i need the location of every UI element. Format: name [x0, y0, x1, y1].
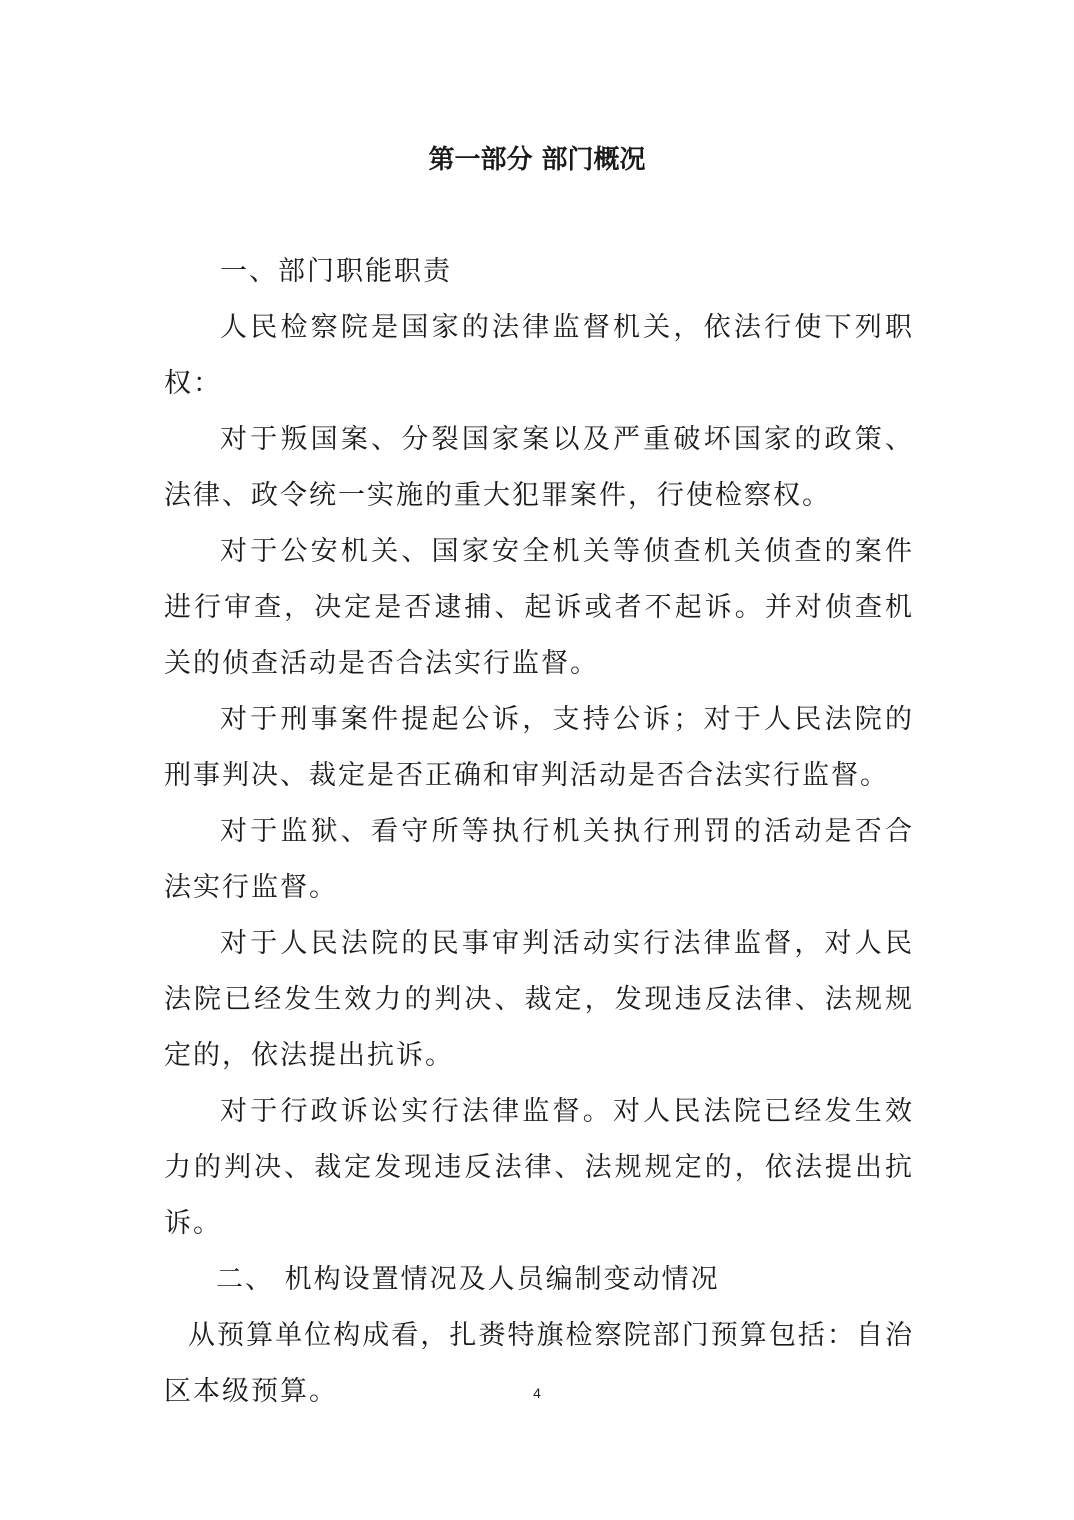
section-heading-duties: 一、部门职能职责 [220, 256, 452, 287]
section-heading-organization: 二、 机构设置情况及人员编制变动情况 [216, 1264, 720, 1295]
page-title: 第一部分 部门概况 [428, 145, 646, 175]
document-body [164, 244, 914, 1420]
paragraph-budget-units: 从预算单位构成看，扎赉特旗检察院部门预算包括：自治区本级预算。 [164, 1320, 914, 1407]
paragraph-duty-6: 对于行政诉讼实行法律监督。对人民法院已经发生效力的判决、裁定发现违反法律、法规规定的，依法提出抗诉。 [164, 1096, 914, 1239]
paragraph-duty-3: 对于刑事案件提起公诉，支持公诉；对于人民法院的刑事判决、裁定是否正确和审判活动是否合法实行监督。 [164, 704, 914, 791]
page-number: 4 [533, 1385, 541, 1401]
paragraph-duty-5: 对于人民法院的民事审判活动实行法律监督，对人民法院已经发生效力的判决、裁定，发现违反法律、法规规定的，依法提出抗诉。 [164, 928, 914, 1071]
paragraph-intro: 人民检察院是国家的法律监督机关，依法行使下列职权： [164, 312, 914, 399]
paragraph-duty-2: 对于公安机关、国家安全机关等侦查机关侦查的案件进行审查，决定是否逮捕、起诉或者不起诉。并对侦查机关的侦查活动是否合法实行监督。 [164, 536, 914, 679]
paragraph-duty-1: 对于叛国案、分裂国家案以及严重破坏国家的政策、法律、政令统一实施的重大犯罪案件，行使检察权。 [164, 424, 914, 511]
paragraph-duty-4: 对于监狱、看守所等执行机关执行刑罚的活动是否合法实行监督。 [164, 816, 914, 903]
